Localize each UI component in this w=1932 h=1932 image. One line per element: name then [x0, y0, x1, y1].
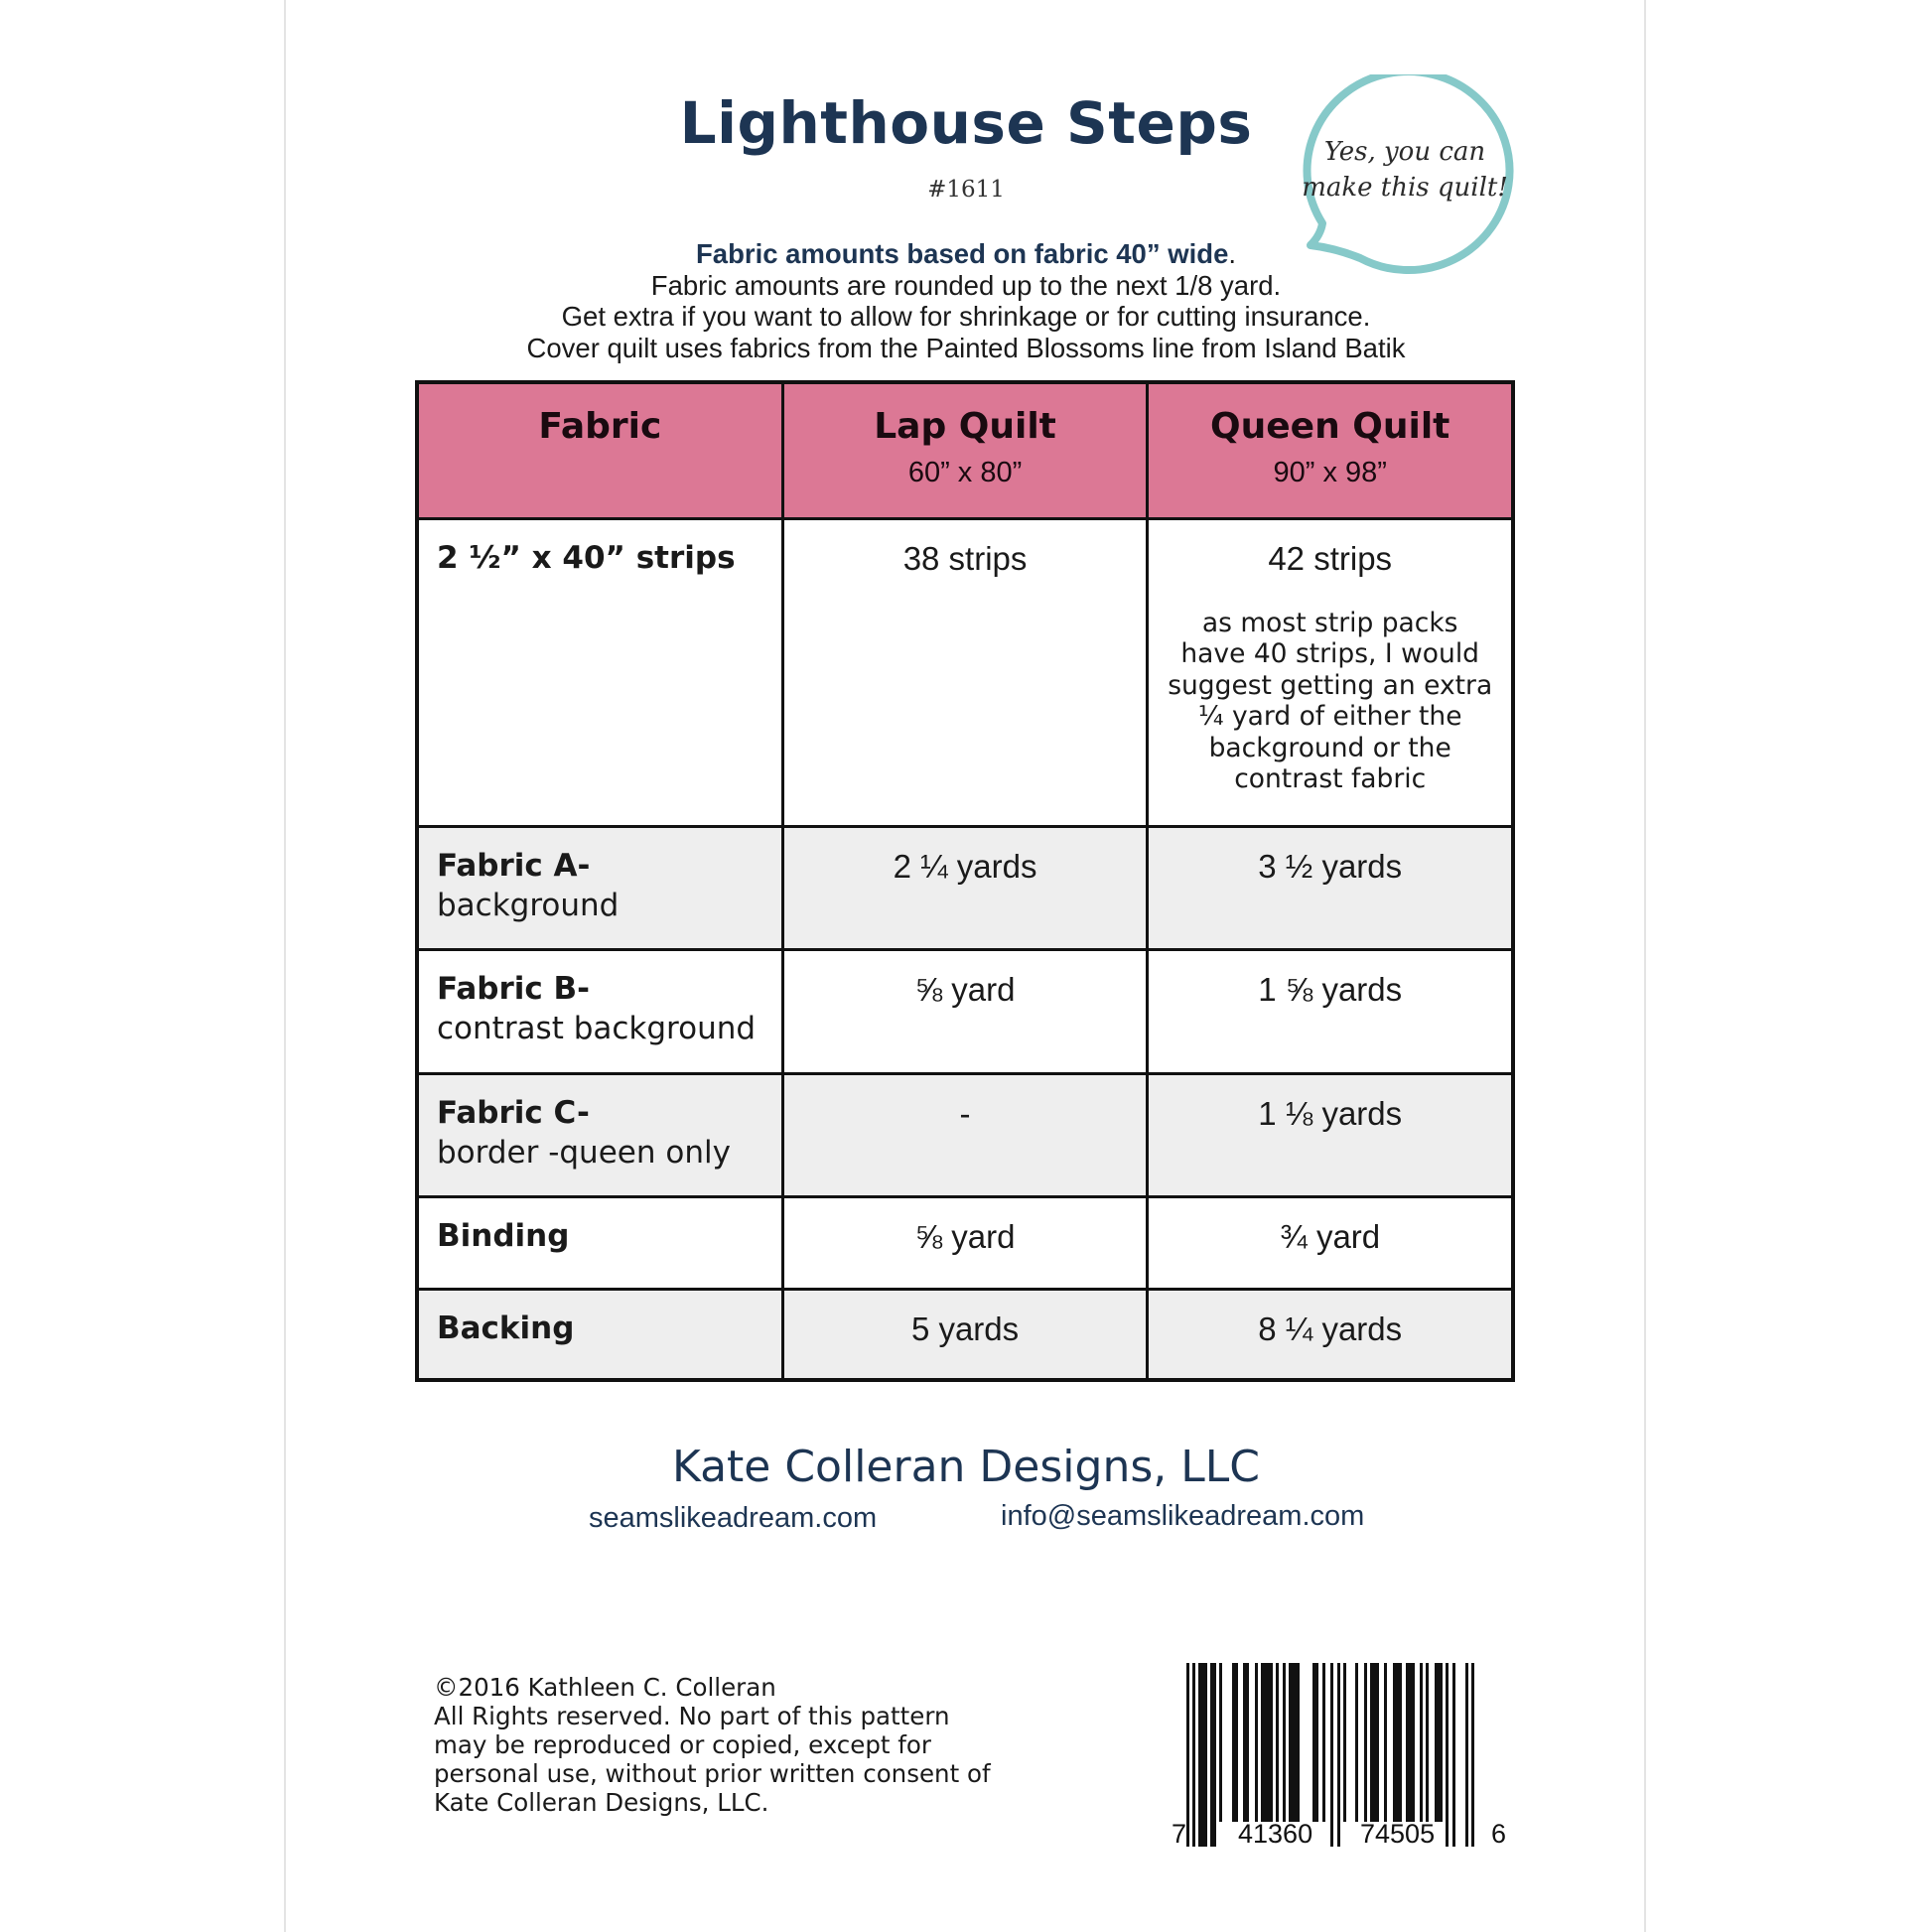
header-fabric	[417, 382, 782, 518]
row-desc: contrast background	[437, 1010, 757, 1046]
copyright-line: Kate Colleran Designs, LLC.	[434, 1788, 769, 1817]
website-link[interactable]: seamslikeadream.com	[589, 1502, 878, 1534]
lap-value: ⅝ yard	[782, 949, 1148, 1073]
lap-value: 5 yards	[782, 1289, 1148, 1380]
copyright-line: ©2016 Kathleen C. Colleran	[434, 1673, 776, 1702]
table-row	[417, 1196, 1513, 1289]
queen-value: 1 ⅛ yards	[1148, 1073, 1513, 1196]
row-desc: border -queen only	[437, 1134, 731, 1171]
pattern-number: #1611	[927, 177, 1005, 203]
queen-value: 3 ½ yards	[1148, 826, 1513, 949]
barcode-digit: 7	[1172, 1819, 1187, 1849]
row-name: 2 ½” x 40” strips	[437, 539, 736, 576]
queen-value: 8 ¼ yards	[1148, 1289, 1513, 1380]
row-label	[417, 518, 782, 826]
barcode-digits: 74505	[1360, 1819, 1436, 1849]
queen-value: ¾ yard	[1148, 1196, 1513, 1289]
copyright-notice	[434, 1673, 1030, 1817]
lap-value: ⅝ yard	[782, 1196, 1148, 1289]
bubble-line-1: Yes, you can	[1323, 137, 1486, 167]
barcode-icon	[1186, 1663, 1484, 1852]
note-line-3: Get extra if you want to allow for shrinkage or for cutting insurance.	[561, 301, 1371, 332]
row-label	[417, 1073, 782, 1196]
header-lap-quilt	[782, 382, 1148, 518]
copyright-line: may be reproduced or copied, except for	[434, 1730, 931, 1759]
row-name: Binding	[437, 1217, 570, 1254]
table-row	[417, 1289, 1513, 1380]
row-desc: background	[437, 887, 620, 923]
note-period: .	[1228, 238, 1237, 269]
bubble-line-2: make this quilt!	[1302, 173, 1508, 203]
table-row	[417, 1073, 1513, 1196]
table-header-row	[417, 382, 1513, 518]
fabric-requirements-table	[415, 380, 1515, 1382]
speech-bubble-text	[1301, 134, 1509, 206]
queen-amount: 42 strips	[1268, 539, 1393, 577]
table-row	[417, 949, 1513, 1073]
table-row	[417, 518, 1513, 826]
barcode-digits: 41360	[1238, 1819, 1313, 1849]
copyright-line: personal use, without prior written consent of	[434, 1759, 991, 1788]
copyright-line: All Rights reserved. No part of this pattern	[434, 1702, 950, 1730]
pattern-title: Lighthouse Steps	[679, 89, 1253, 157]
lap-value: -	[782, 1073, 1148, 1196]
company-name: Kate Colleran Designs, LLC	[671, 1442, 1260, 1492]
row-name: Backing	[437, 1310, 575, 1346]
row-label	[417, 826, 782, 949]
header-label: Lap Quilt	[874, 406, 1056, 447]
barcode-digit: 6	[1491, 1819, 1507, 1849]
queen-value	[1148, 518, 1513, 826]
note-line-1	[0, 238, 1932, 270]
lap-value: 2 ¼ yards	[782, 826, 1148, 949]
row-label	[417, 1196, 782, 1289]
queen-value: 1 ⅝ yards	[1148, 949, 1513, 1073]
header-size: 60” x 80”	[907, 457, 1023, 488]
header-size: 90” x 98”	[1273, 457, 1387, 488]
note-line-2: Fabric amounts are rounded up to the next 1/8 yard.	[650, 269, 1282, 301]
header-label: Queen Quilt	[1210, 406, 1450, 447]
row-name: Fabric C-	[437, 1094, 590, 1131]
row-name: Fabric A-	[437, 847, 591, 884]
row-label	[417, 949, 782, 1073]
row-name: Fabric B-	[437, 970, 591, 1007]
note-bold: Fabric amounts based on fabric 40” wide	[695, 238, 1229, 269]
row-label	[417, 1289, 782, 1380]
note-line-4: Cover quilt uses fabrics from the Painted Blossoms line from Island Batik	[526, 332, 1406, 363]
table-row	[417, 826, 1513, 949]
email-link[interactable]: info@seamslikeadream.com	[1001, 1500, 1365, 1532]
fabric-notes	[0, 238, 1932, 363]
lap-value: 38 strips	[782, 518, 1148, 826]
queen-note: as most strip packs have 40 strips, I would suggest getting an extra ¼ yard of either the background or the contrast fabric	[1168, 607, 1493, 794]
header-label: Fabric	[538, 406, 662, 447]
header-queen-quilt	[1148, 382, 1513, 518]
